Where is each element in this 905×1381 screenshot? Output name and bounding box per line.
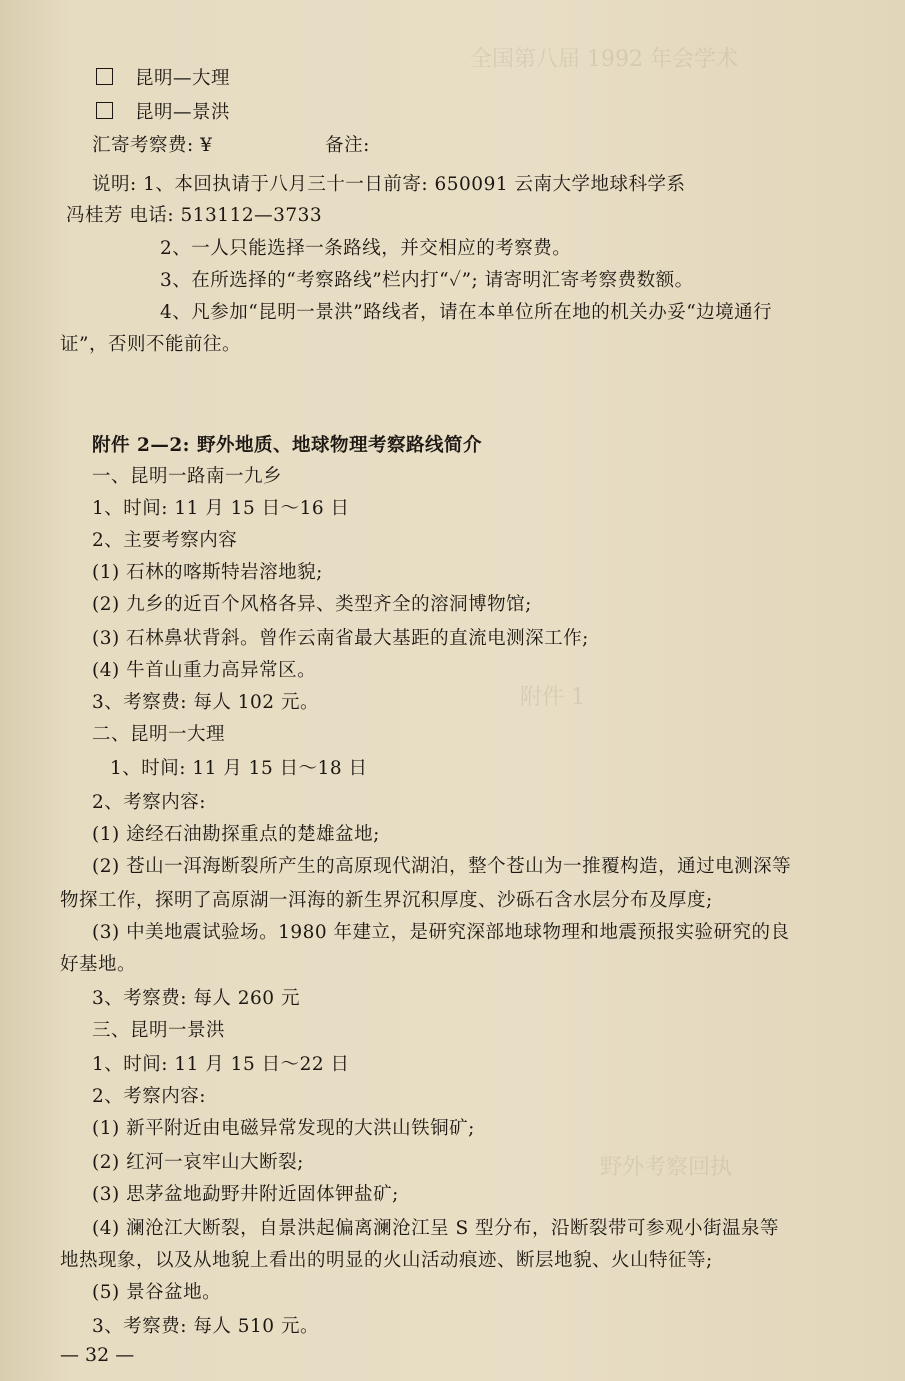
route-2-title: 二、昆明一大理 <box>92 724 226 745</box>
bleed-through-text: 全国第八届 1992 年会学术 <box>470 47 738 72</box>
route-1-item: (3) 石林鼻状背斜。曾作云南省最大基距的直流电测深工作; <box>92 628 589 649</box>
route-1-title: 一、昆明一路南一九乡 <box>92 466 283 487</box>
route-2-item-cont: 物探工作，探明了高原湖一洱海的新生界沉积厚度、沙砾石含水层分布及厚度; <box>60 890 713 911</box>
bleed-through-text: 附件 1 <box>520 685 585 710</box>
route-1-item: (1) 石林的喀斯特岩溶地貌; <box>92 562 323 583</box>
route-3-item: (4) 澜沧江大断裂，自景洪起偏离澜沧江呈 S 型分布，沿断裂带可参观小街温泉等 <box>92 1218 780 1239</box>
option-label: 昆明—大理 <box>135 68 231 89</box>
route-option-dali[interactable] <box>96 64 230 90</box>
route-1-content-label: 2、主要考察内容 <box>92 530 238 551</box>
note-1-contact: 冯桂芳 电话: 513112—3733 <box>66 205 323 226</box>
page-number: — 32 — <box>60 1344 135 1366</box>
route-3-time: 1、时间: 11 月 15 日～22 日 <box>92 1054 350 1075</box>
route-1-item: (4) 牛首山重力高异常区。 <box>92 660 317 681</box>
route-2-content-label: 2、考察内容: <box>92 792 207 813</box>
note-4: 4、凡参加“昆明一景洪”路线者，请在本单位所在地的机关办妥“边境通行 <box>160 302 773 323</box>
option-label: 昆明—景洪 <box>135 102 231 123</box>
route-3-item-cont: 地热现象，以及从地貌上看出的明显的火山活动痕迹、断层地貌、火山特征等; <box>60 1250 713 1271</box>
appendix-title: 附件 2—2: 野外地质、地球物理考察路线简介 <box>92 435 482 456</box>
route-2-item: (1) 途经石油勘探重点的楚雄盆地; <box>92 824 380 845</box>
route-3-content-label: 2、考察内容: <box>92 1086 207 1107</box>
checkbox-jinghong[interactable] <box>96 102 113 119</box>
route-2-time: 1、时间: 11 月 15 日～18 日 <box>110 758 368 779</box>
route-option-jinghong[interactable] <box>96 98 230 124</box>
route-3-title: 三、昆明一景洪 <box>92 1020 226 1041</box>
note-2: 2、一人只能选择一条路线，并交相应的考察费。 <box>160 238 572 259</box>
remark-label: 备注: <box>325 135 370 156</box>
route-3-fee: 3、考察费: 每人 510 元。 <box>92 1316 319 1337</box>
route-2-item-cont: 好基地。 <box>60 954 137 975</box>
route-2-item: (3) 中美地震试验场。1980 年建立，是研究深部地球物理和地震预报实验研究的良 <box>92 922 790 943</box>
route-3-item: (5) 景谷盆地。 <box>92 1282 222 1303</box>
note-3: 3、在所选择的“考察路线”栏内打“✓”; 请寄明汇寄考察费数额。 <box>160 270 694 291</box>
note-1: 说明: 1、本回执请于八月三十一日前寄: 650091 云南大学地球科学系 <box>92 174 686 195</box>
route-3-item: (1) 新平附近由电磁异常发现的大洪山铁铜矿; <box>92 1118 475 1139</box>
route-1-time: 1、时间: 11 月 15 日～16 日 <box>92 498 350 519</box>
note-4-cont: 证”，否则不能前往。 <box>60 334 241 355</box>
route-2-item: (2) 苍山一洱海断裂所产生的高原现代湖泊，整个苍山为一推覆构造，通过电测深等 <box>92 856 792 877</box>
fee-field <box>92 131 370 157</box>
checkbox-dali[interactable] <box>96 68 113 85</box>
fee-label: 汇寄考察费: ¥ <box>92 135 213 156</box>
route-3-item: (3) 思茅盆地勐野井附近固体钾盐矿; <box>92 1184 399 1205</box>
route-3-item: (2) 红河一哀牢山大断裂; <box>92 1152 304 1173</box>
route-1-item: (2) 九乡的近百个风格各异、类型齐全的溶洞博物馆; <box>92 594 532 615</box>
route-1-fee: 3、考察费: 每人 102 元。 <box>92 692 319 713</box>
bleed-through-text: 野外考察回执 <box>600 1155 733 1180</box>
route-2-fee: 3、考察费: 每人 260 元 <box>92 988 300 1009</box>
